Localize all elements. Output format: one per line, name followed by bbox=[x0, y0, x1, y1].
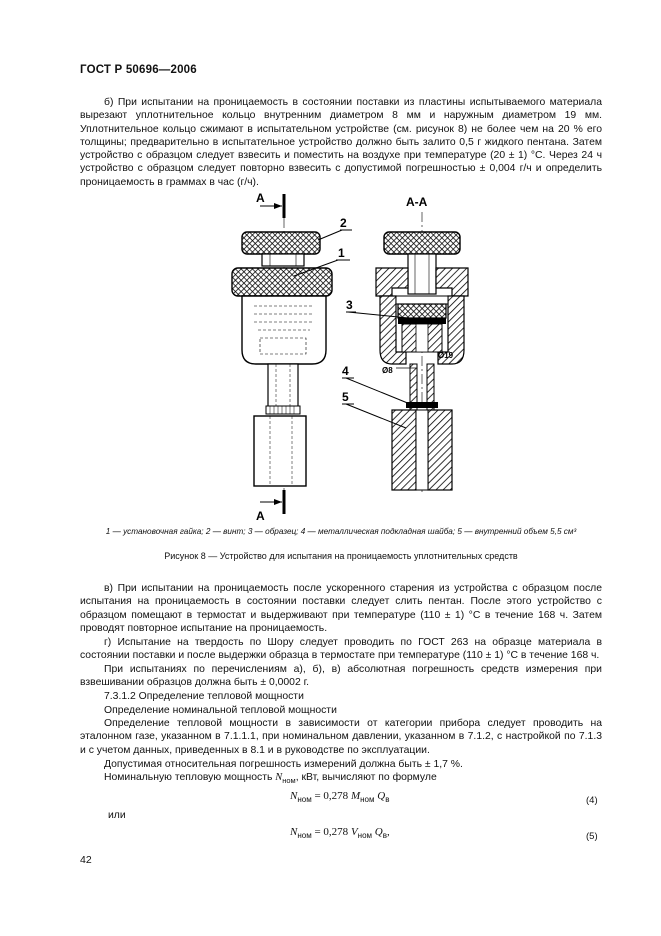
f5-v: V bbox=[350, 826, 358, 838]
f4-q: Q bbox=[377, 790, 386, 802]
symbol-n: N bbox=[275, 772, 283, 783]
f5-tail: , bbox=[387, 826, 390, 838]
figure-title: Рисунок 8 — Устройство для испытания на проницаемость уплотнительных средств bbox=[164, 551, 518, 561]
equation-number-5: (5) bbox=[586, 831, 598, 842]
paragraph-nominal-intro bbox=[80, 771, 602, 787]
volume-section-right bbox=[392, 410, 452, 490]
volume-left bbox=[254, 416, 306, 486]
f5-q-sub: в bbox=[382, 831, 387, 841]
setting-nut-left bbox=[232, 268, 332, 296]
f5-n-sub: ном bbox=[297, 831, 312, 841]
equation-number-4: (4) bbox=[586, 795, 598, 806]
section-letter-bottom: А bbox=[256, 509, 265, 522]
page-header-standard: ГОСТ Р 50696—2006 bbox=[80, 64, 197, 76]
f4-m-sub: ном bbox=[360, 795, 375, 805]
nominal-intro-tail: , кВт, вычисляют по формуле bbox=[295, 772, 437, 783]
body-left bbox=[242, 296, 326, 364]
figure-8-drawing bbox=[210, 192, 480, 522]
label-4 bbox=[342, 364, 410, 404]
f5-coef: = 0,278 bbox=[314, 826, 349, 838]
nominal-intro-text: Номинальную тепловую мощность bbox=[104, 772, 273, 783]
section-mark-bottom-left bbox=[256, 490, 284, 522]
paragraph-definition: Определение тепловой мощности в зависимости от категории прибора следует проводить на эталонном газе, указанном в 7.1.1.1, при номинальном давлении, указанном в 7.1.2, с настройкой по 7.1.3 и с учетом данных, приведенных в 8.1 и в руководстве по эксплуатации. bbox=[80, 718, 602, 756]
label-2 bbox=[318, 216, 352, 240]
f5-q: Q bbox=[374, 826, 383, 838]
formula-5 bbox=[290, 826, 390, 840]
f5-v-sub: ном bbox=[357, 831, 373, 841]
paragraph-g: г) Испытание на твердость по Шору следует проводить по ГОСТ 263 на образце материала в состоянии поставки и после выдержки образца в термостате при температуре (110 ± 1) °С в течение 168 ч. bbox=[80, 637, 602, 662]
stem-left bbox=[266, 364, 300, 414]
section-letter-top: А bbox=[256, 192, 265, 205]
f4-n: N bbox=[290, 790, 298, 802]
dimension-d8-text: Ø8 bbox=[382, 366, 393, 375]
figure-8 bbox=[210, 192, 480, 527]
page-number: 42 bbox=[80, 854, 92, 866]
section-mark-top-left bbox=[256, 192, 284, 218]
f5-n: N bbox=[290, 826, 298, 838]
dimension-d19-text: Ø19 bbox=[438, 351, 454, 360]
figure-legend: 1 — установочная гайка; 2 — винт; 3 — образец; 4 — металлическая подкладная шайба; 5 — внутренний объем 5,5 см³ bbox=[105, 527, 577, 536]
f4-q-sub: в bbox=[385, 795, 390, 805]
paragraph-abs-error: При испытаниях по перечислениям а), б), в) абсолютная погрешность средств измерения при взвешивании образцов должна быть ± 0,0002 г. bbox=[80, 664, 602, 689]
label-3-text: 3 bbox=[346, 298, 353, 312]
label-4-text: 4 bbox=[342, 364, 349, 378]
dimension-d19 bbox=[438, 351, 454, 360]
formula-4 bbox=[290, 790, 389, 804]
section-7312-heading: 7.3.1.2 Определение тепловой мощности bbox=[104, 691, 304, 702]
f4-coef: = 0,278 bbox=[314, 790, 349, 802]
f4-n-sub: ном bbox=[297, 795, 312, 805]
paragraph-rel-error: Допустимая относительная погрешность измерений должна быть ± 1,7 %. bbox=[104, 759, 463, 770]
section-aa-title: А-А bbox=[406, 195, 428, 209]
subsection-nominal-heading: Определение номинальной тепловой мощности bbox=[104, 705, 337, 716]
paragraph-b: б) При испытании на проницаемость в состоянии поставки из пластины испытываемого материала вырезают уплотнительное кольцо внутренним диаметром 8 мм и наружным диаметром 19 мм. Уплотнительное кольцо сжимают в испытательном устройстве (см. рисунок 8) не более чем на 20 % его толщины; предварительно в испытательное устройство должно быть залито 0,5 г жидкого пентана. Затем устройство с образцом следует взвесить и поместить на воздухе при температуре (20 ± 1) °С. Через 24 ч устройство с образцом следует повторно взвесить с допустимой погрешностью ± 0,004 г/ч и определить проницаемость в граммах в час (г/ч). bbox=[80, 97, 602, 188]
specimen-right bbox=[398, 304, 446, 352]
label-2-text: 2 bbox=[340, 216, 347, 230]
label-5-text: 5 bbox=[342, 390, 349, 404]
screw-head-left bbox=[242, 232, 320, 266]
f4-m: M bbox=[350, 790, 361, 802]
label-1-text: 1 bbox=[338, 246, 345, 260]
symbol-n-sub: ном bbox=[282, 776, 296, 786]
paragraph-v: в) При испытании на проницаемость после ускоренного старения из устройства с образцом после испытания на проницаемость в состоянии поставки следует слить пентан. После этого устройство с образцом помещают в термостат и выдерживают при температуре (110 ± 1) °С в течение 168 ч. Затем проводят повторное испытание на проницаемость. bbox=[80, 583, 602, 634]
or-word: или bbox=[108, 810, 126, 821]
